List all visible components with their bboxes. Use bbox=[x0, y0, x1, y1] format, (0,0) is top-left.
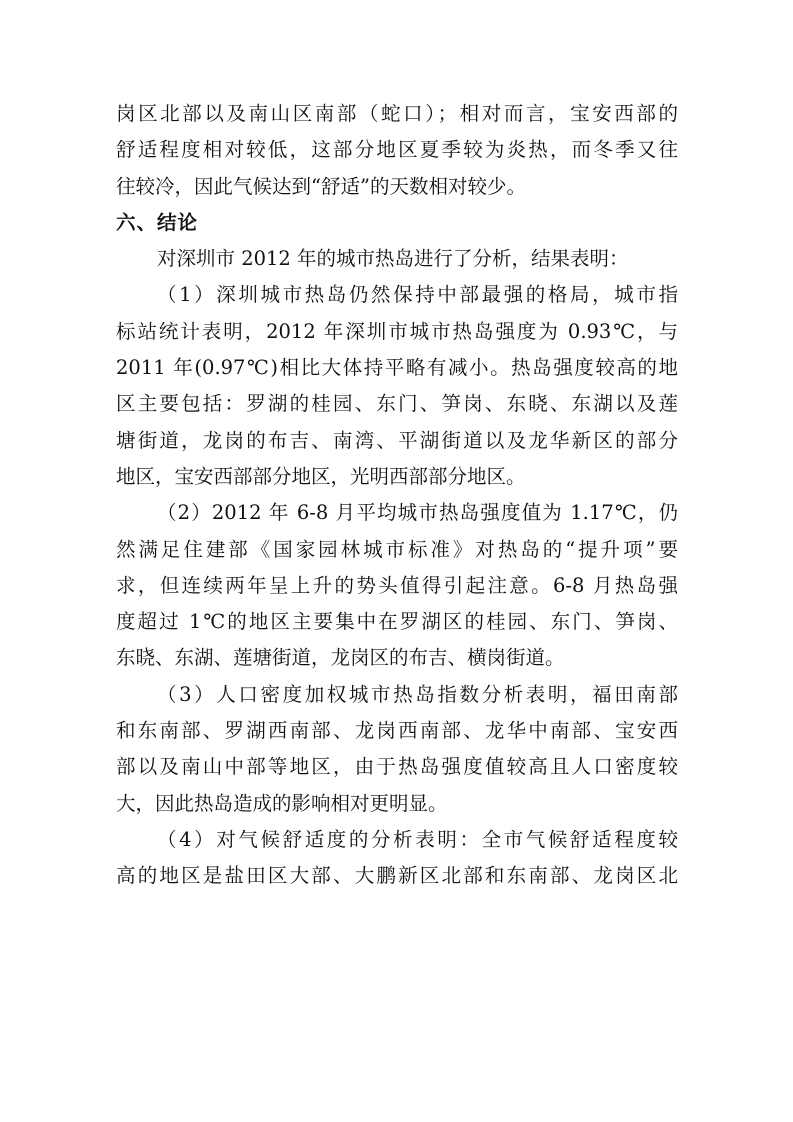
text-line: （3）人口密度加权城市热岛指数分析表明，福田南部 bbox=[157, 682, 678, 706]
text-line: 区主要包括：罗湖的桂园、东门、笋岗、东晓、东湖以及莲 bbox=[116, 392, 678, 416]
section-heading: 六、结论 bbox=[116, 210, 199, 234]
intro-paragraph bbox=[116, 241, 678, 277]
text-line: 塘街道，龙岗的布吉、南湾、平湖街道以及龙华新区的部分 bbox=[116, 428, 678, 452]
text-line: 度超过 1℃的地区主要集中在罗湖区的桂园、东门、笋岗、 bbox=[116, 610, 678, 634]
carryover-paragraph bbox=[116, 96, 678, 205]
text-line: 地区，宝安西部部分地区，光明西部部分地区。 bbox=[116, 464, 526, 488]
text-line: （1）深圳城市热岛仍然保持中部最强的格局，城市指 bbox=[157, 283, 678, 307]
text-line: 大，因此热岛造成的影响相对更明显。 bbox=[116, 791, 448, 815]
text-line: （2）2012 年 6-8 月平均城市热岛强度值为 1.17℃，仍 bbox=[157, 501, 678, 525]
text-line: 高的地区是盐田区大部、大鹏新区北部和东南部、龙岗区北 bbox=[116, 864, 678, 888]
text-line: 对深圳市 2012 年的城市热岛进行了分析，结果表明： bbox=[157, 247, 629, 271]
text-line: 然满足住建部《国家园林城市标准》对热岛的“提升项”要 bbox=[116, 537, 678, 561]
text-line: 岗区北部以及南山区南部（蛇口）；相对而言，宝安西部的 bbox=[116, 102, 678, 125]
text-line: 舒适程度相对较低，这部分地区夏季较为炎热，而冬季又往 bbox=[116, 138, 678, 162]
text-line: 往较冷，因此气候达到“舒适”的天数相对较少。 bbox=[116, 174, 526, 198]
text-line: 标站统计表明，2012 年深圳市城市热岛强度为 0.93℃，与 bbox=[116, 319, 678, 343]
text-line: 2011 年(0.97℃)相比大体持平略有减小。热岛强度较高的地 bbox=[116, 356, 678, 380]
conclusion-item-2 bbox=[116, 495, 678, 676]
text-line: 部以及南山中部等地区，由于热岛强度值较高且人口密度较 bbox=[116, 755, 678, 779]
text-line: 和东南部、罗湖西南部、龙岗西南部、龙华中南部、宝安西 bbox=[116, 719, 678, 743]
text-line: 东晓、东湖、莲塘街道，龙岗区的布吉、横岗街道。 bbox=[116, 646, 565, 670]
document-page bbox=[116, 96, 678, 895]
conclusion-item-4 bbox=[116, 822, 678, 895]
text-line: （4）对气候舒适度的分析表明：全市气候舒适程度较 bbox=[157, 827, 678, 851]
conclusion-item-3 bbox=[116, 677, 678, 822]
conclusion-item-1 bbox=[116, 277, 678, 495]
text-line: 求，但连续两年呈上升的势头值得引起注意。6-8 月热岛强 bbox=[116, 573, 678, 597]
